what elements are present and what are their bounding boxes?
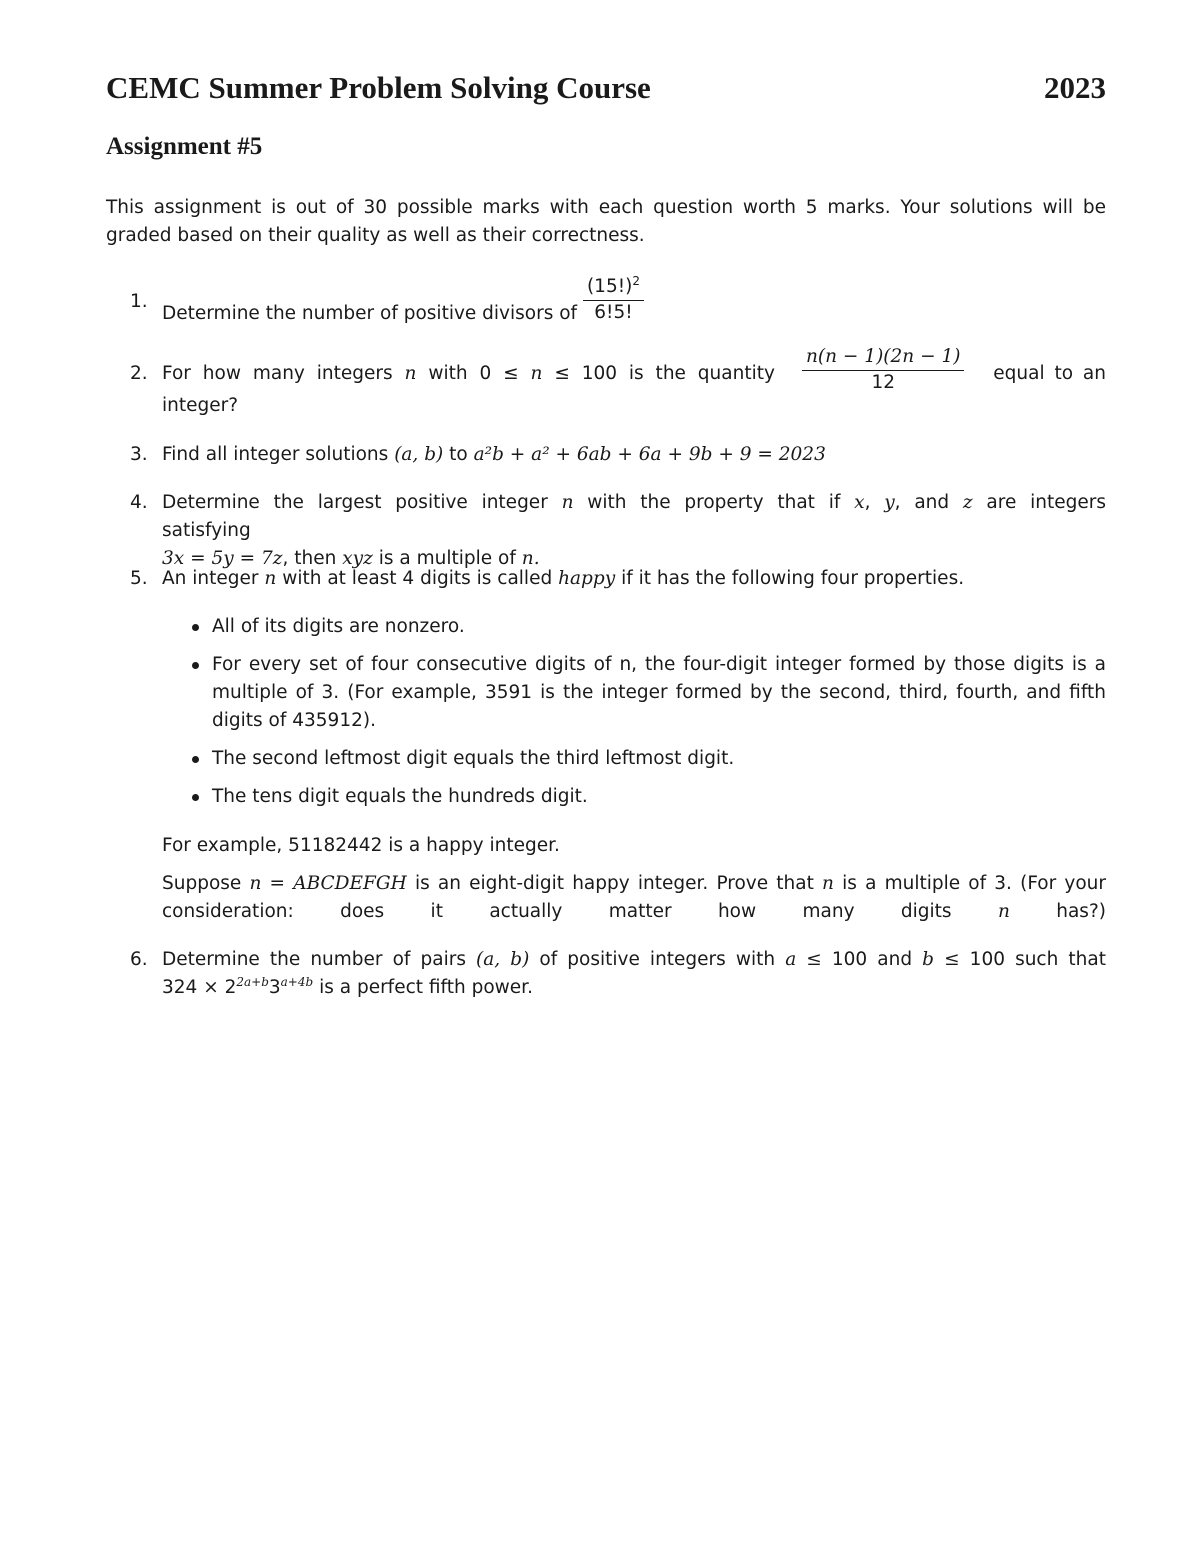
- exponent: 2: [632, 273, 640, 288]
- question-text: such that: [1015, 949, 1106, 970]
- question-text: An integer: [162, 568, 259, 589]
- question-1: [106, 272, 1106, 332]
- bound-value: 100: [969, 949, 1005, 970]
- list-item-text: For every set of four consecutive digits of n, the four-digit integer formed by those digits is a multiple of 3. (For example, 3591 is the integer formed by the second, third, fourth, and fifth digits of 435912).: [212, 654, 1106, 731]
- property-list: [162, 613, 1106, 823]
- question-text: if it has the following four properties.: [621, 568, 965, 589]
- variable-n: n.: [521, 548, 540, 569]
- variable-n: n: [561, 492, 574, 513]
- list-item-text: The second leftmost digit equals the third leftmost digit.: [212, 748, 735, 769]
- equation: n = ABCDEFGH: [249, 873, 407, 894]
- question-text: of positive integers with: [539, 949, 776, 970]
- variable-x: x: [854, 492, 865, 513]
- variable-n: n: [997, 901, 1010, 922]
- pair-ab: (a, b): [394, 444, 444, 465]
- question-text: is a perfect fifth power.: [319, 977, 533, 998]
- question-number: 2.: [130, 363, 148, 384]
- fraction-numerator: (15!): [586, 276, 633, 297]
- question-4: 4. Determine the largest positive integer n with the property that if x, y, and z are integers satisfying 3x = 5y = 7z, then xyz is a multiple of n.: [106, 489, 1106, 549]
- question-text: is a multiple of: [378, 548, 516, 569]
- question-text: with 0 ≤: [428, 363, 519, 384]
- question-text: to: [449, 444, 468, 465]
- question-text: has?): [1056, 901, 1106, 922]
- fraction-denominator: 12: [871, 372, 895, 393]
- happy-proof-prompt: [106, 870, 1106, 930]
- question-3: [106, 441, 1106, 471]
- question-text: and: [914, 492, 950, 513]
- question-6: [106, 946, 1106, 1006]
- expression-base: 324 × 2: [162, 977, 237, 998]
- document-header: [106, 70, 1106, 110]
- question-text: Determine the largest positive integer: [162, 492, 548, 513]
- assignment-title: Assignment #5: [106, 133, 263, 160]
- list-item-text: All of its digits are nonzero.: [212, 616, 465, 637]
- question-text: Determine the number of positive divisors of: [162, 302, 578, 324]
- exponent: a+4b: [280, 974, 314, 989]
- expression-base: 3: [268, 977, 281, 998]
- exponent: 2a+b: [236, 974, 269, 989]
- happy-example: [106, 832, 1106, 862]
- variable-z: z: [962, 492, 973, 513]
- bound-value: 100: [831, 949, 868, 970]
- variable-n: n: [822, 873, 834, 894]
- question-text: then: [294, 548, 337, 569]
- question-text-end-line1: equal to an: [993, 363, 1106, 384]
- bullet-icon: [192, 662, 199, 669]
- question-text: Suppose: [162, 873, 242, 894]
- condition-a: a ≤: [785, 949, 822, 970]
- bullet-icon: [192, 756, 199, 763]
- question-text-end-line2: integer?: [162, 395, 239, 416]
- question-text: is a multiple of 3. (For your consideration: does it actually matter how many digits: [162, 873, 1106, 922]
- variable-y: y: [884, 492, 895, 513]
- question-text: Find all integer solutions: [162, 444, 389, 465]
- list-item-text: The tens digit equals the hundreds digit.: [212, 786, 588, 807]
- bullet-icon: [192, 624, 199, 631]
- question-number: 4.: [130, 492, 148, 513]
- condition-b: b ≤: [922, 949, 960, 970]
- question-number: 3.: [130, 444, 148, 465]
- fraction: [583, 274, 644, 325]
- question-text: with at least 4 digits is called: [282, 568, 553, 589]
- question-number: 5.: [130, 568, 148, 589]
- question-number: 1.: [130, 291, 148, 312]
- fraction-denominator: 6!5!: [594, 302, 633, 323]
- fraction: [802, 344, 964, 395]
- variable-n: n: [530, 363, 543, 384]
- variable-n: n: [264, 568, 277, 589]
- intro-paragraph: This assignment is out of 30 possible marks with each question worth 5 marks. Your solutions will be graded based on their quality as well as their correctness.: [106, 197, 1106, 246]
- question-2: [106, 344, 1106, 424]
- question-text: are integers satisfying: [162, 492, 1106, 541]
- equation: a²b + a² + 6ab + 6a + 9b + 9 = 2023: [473, 444, 826, 465]
- question-text: For how many integers: [162, 363, 393, 384]
- course-title: CEMC Summer Problem Solving Course: [106, 70, 651, 105]
- fraction-numerator: n(n − 1)(2n − 1): [802, 344, 964, 371]
- course-year: 2023: [1044, 70, 1106, 105]
- pair-ab: (a, b): [476, 949, 530, 970]
- example-text: For example, 51182442 is a happy integer.: [162, 835, 560, 856]
- product-xyz: xyz: [342, 548, 373, 569]
- term-happy: happy: [558, 568, 616, 589]
- question-text: with the property that if: [587, 492, 841, 513]
- question-text: Determine the number of pairs: [162, 949, 466, 970]
- question-number: 6.: [130, 949, 148, 970]
- question-text: and: [877, 949, 913, 970]
- variable-n: n: [404, 363, 417, 384]
- bullet-icon: [192, 794, 199, 801]
- question-text: is an eight-digit happy integer. Prove that: [414, 873, 814, 894]
- question-text: ≤ 100 is the quantity: [554, 363, 775, 384]
- equation: 3x = 5y = 7z: [162, 548, 283, 569]
